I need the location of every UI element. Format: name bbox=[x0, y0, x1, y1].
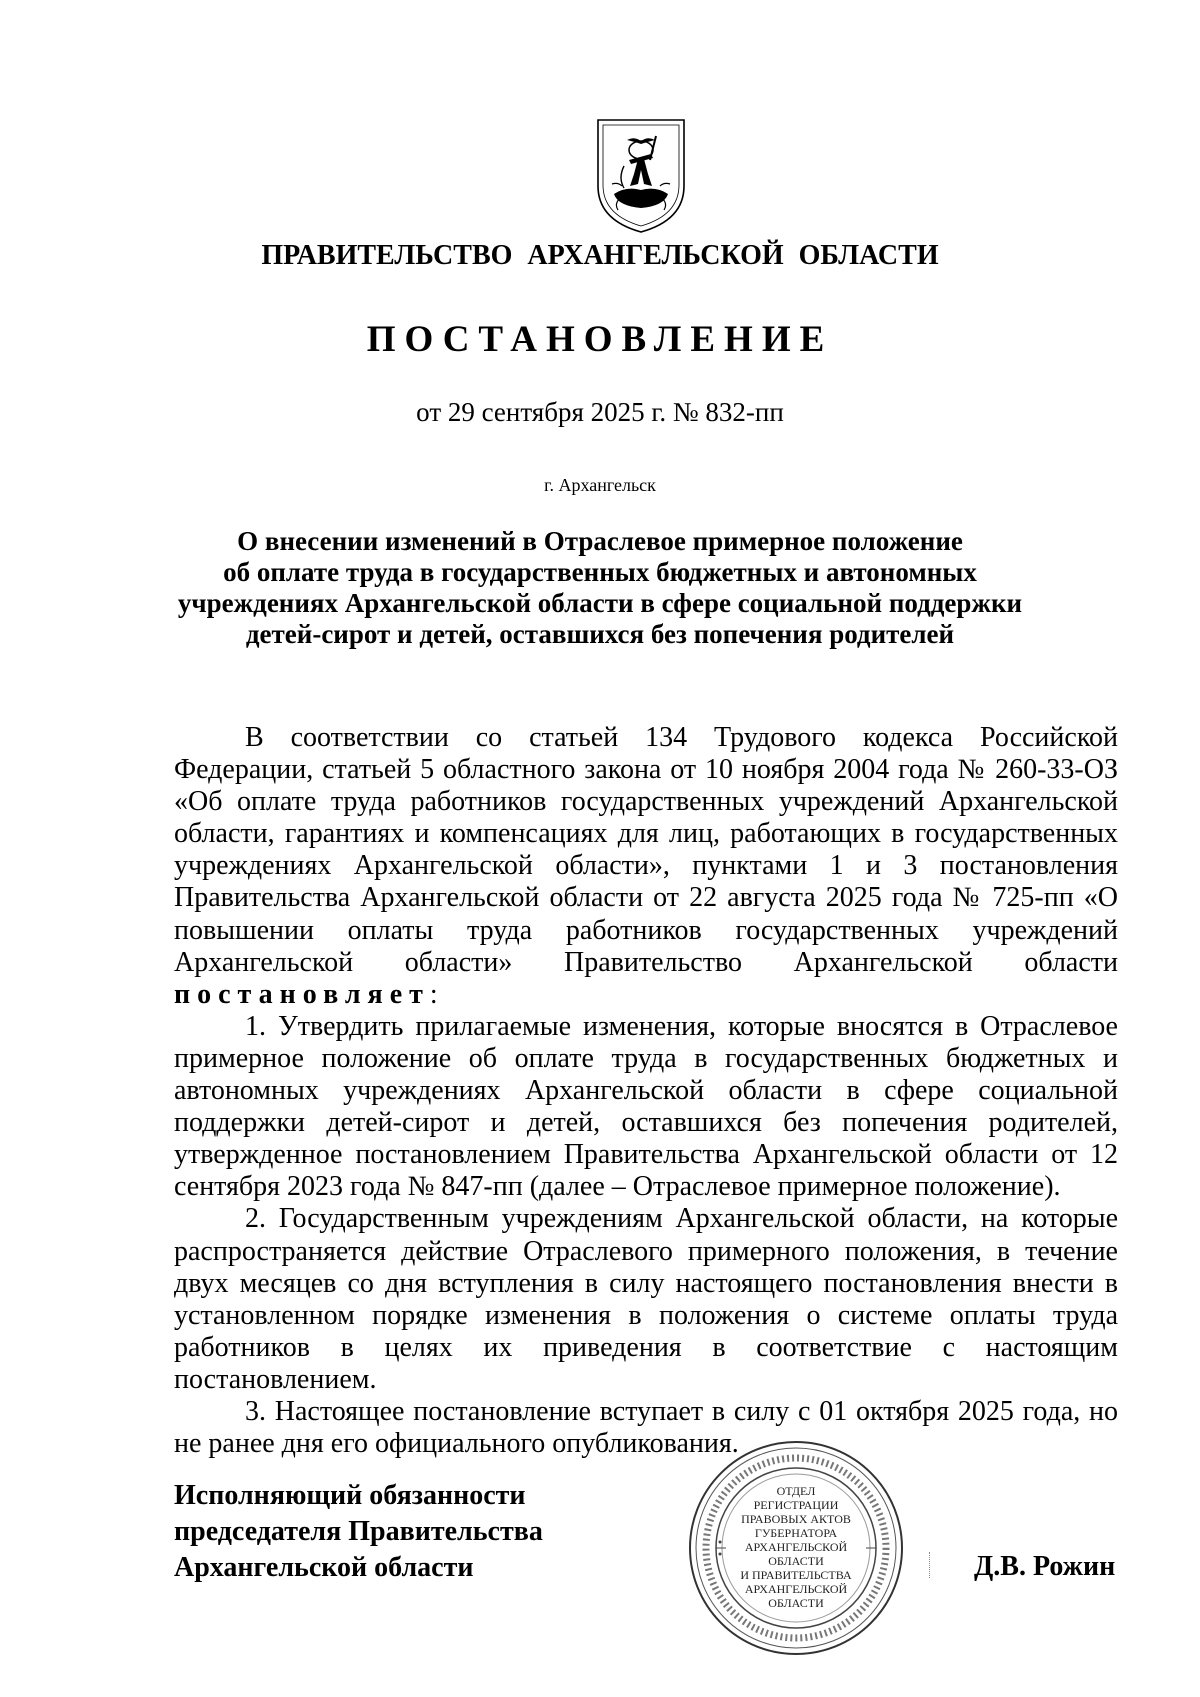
stamp-line: ОБЛАСТИ bbox=[768, 1596, 824, 1610]
signature-line: председателя Правительства bbox=[174, 1516, 543, 1547]
title-line: учреждениях Архангельской области в сфере социальной поддержки bbox=[177, 588, 1023, 618]
title-line: об оплате труда в государственных бюджетных и автономных bbox=[223, 557, 977, 587]
title-line: детей-сирот и детей, оставшихся без попечения родителей bbox=[245, 619, 955, 649]
decree-colon: : bbox=[429, 978, 438, 1010]
signature-position bbox=[174, 1478, 543, 1586]
stamp-line: АРХАНГЕЛЬСКОЙ bbox=[744, 1582, 848, 1596]
preamble-text: В соответствии со статьей 134 Трудового кодекса Российской Федерации, статьей 5 областного закона от 10 ноября 2004 года № 260-33-ОЗ «Об оплате труда работников государственных учреждений Архангельской области, гарантиях и компенсациях для лиц, работающих в государственных учреждениях Архангельской области», пунктами 1 и 3 постановления Правительства Архангельской области от 22 августа 2025 года № 725-пп «О повышении оплаты труда работников государственных учреждений Архангельской области» Правительство Архангельской области bbox=[174, 722, 1118, 978]
title-line: О внесении изменений в Отраслевое примерное положение bbox=[237, 526, 963, 556]
stamp-line: ОБЛАСТИ bbox=[768, 1554, 824, 1568]
stamp-line: ОТДЕЛ bbox=[776, 1484, 816, 1498]
signature-dots bbox=[929, 1552, 932, 1578]
point-3: 3. Настоящее постановление вступает в силу с 01 октября 2025 года, но не ранее дня его официального опубликования. bbox=[174, 1395, 1118, 1460]
signer-name: Д.В. Рожин bbox=[974, 1551, 1116, 1582]
stamp-line: ГУБЕРНАТОРА bbox=[754, 1526, 838, 1540]
document-city: г. Архангельск bbox=[544, 475, 656, 495]
stamp-line: ПРАВОВЫХ АКТОВ bbox=[741, 1512, 851, 1526]
government-name: ПРАВИТЕЛЬСТВО АРХАНГЕЛЬСКОЙ ОБЛАСТИ bbox=[261, 240, 939, 271]
document-body bbox=[174, 722, 1118, 1460]
stamp-line: РЕГИСТРАЦИИ bbox=[753, 1498, 839, 1512]
stamp-inner-text bbox=[733, 1484, 859, 1610]
signature-line: Архангельской области bbox=[174, 1552, 474, 1583]
signature-line: Исполняющий обязанности bbox=[174, 1480, 526, 1511]
point-2: 2. Государственным учреждениям Архангельской области, на которые распространяется действие Отраслевого примерного положения, в течение двух месяцев со дня вступления в силу настоящего постановления внести в установленном порядке изменения в положения о системе оплаты труда работников в целях их приведения в соответствие с настоящим постановлением. bbox=[174, 1203, 1118, 1395]
document-date-number: от 29 сентября 2025 г. № 832-пп bbox=[416, 397, 784, 427]
preamble-paragraph bbox=[174, 722, 1118, 1011]
document-title bbox=[0, 526, 1200, 650]
stamp-line: И ПРАВИТЕЛЬСТВА bbox=[740, 1568, 852, 1582]
coat-of-arms-emblem bbox=[594, 116, 688, 234]
decree-word: постановляет bbox=[174, 978, 430, 1010]
point-1: 1. Утвердить прилагаемые изменения, которые вносятся в Отраслевое примерное положение об оплате труда в государственных бюджетных и автономных учреждениях Архангельской области в сфере социальной поддержки детей-сирот и детей, оставшихся без попечения родителей, утвержденное постановлением Правительства Архангельской области от 12 сентября 2023 года № 847-пп (далее – Отраслевое примерное положение). bbox=[174, 1010, 1118, 1203]
stamp-line: АРХАНГЕЛЬСКОЙ bbox=[744, 1540, 848, 1554]
document-type: ПОСТАНОВЛЕНИЕ bbox=[366, 319, 834, 360]
